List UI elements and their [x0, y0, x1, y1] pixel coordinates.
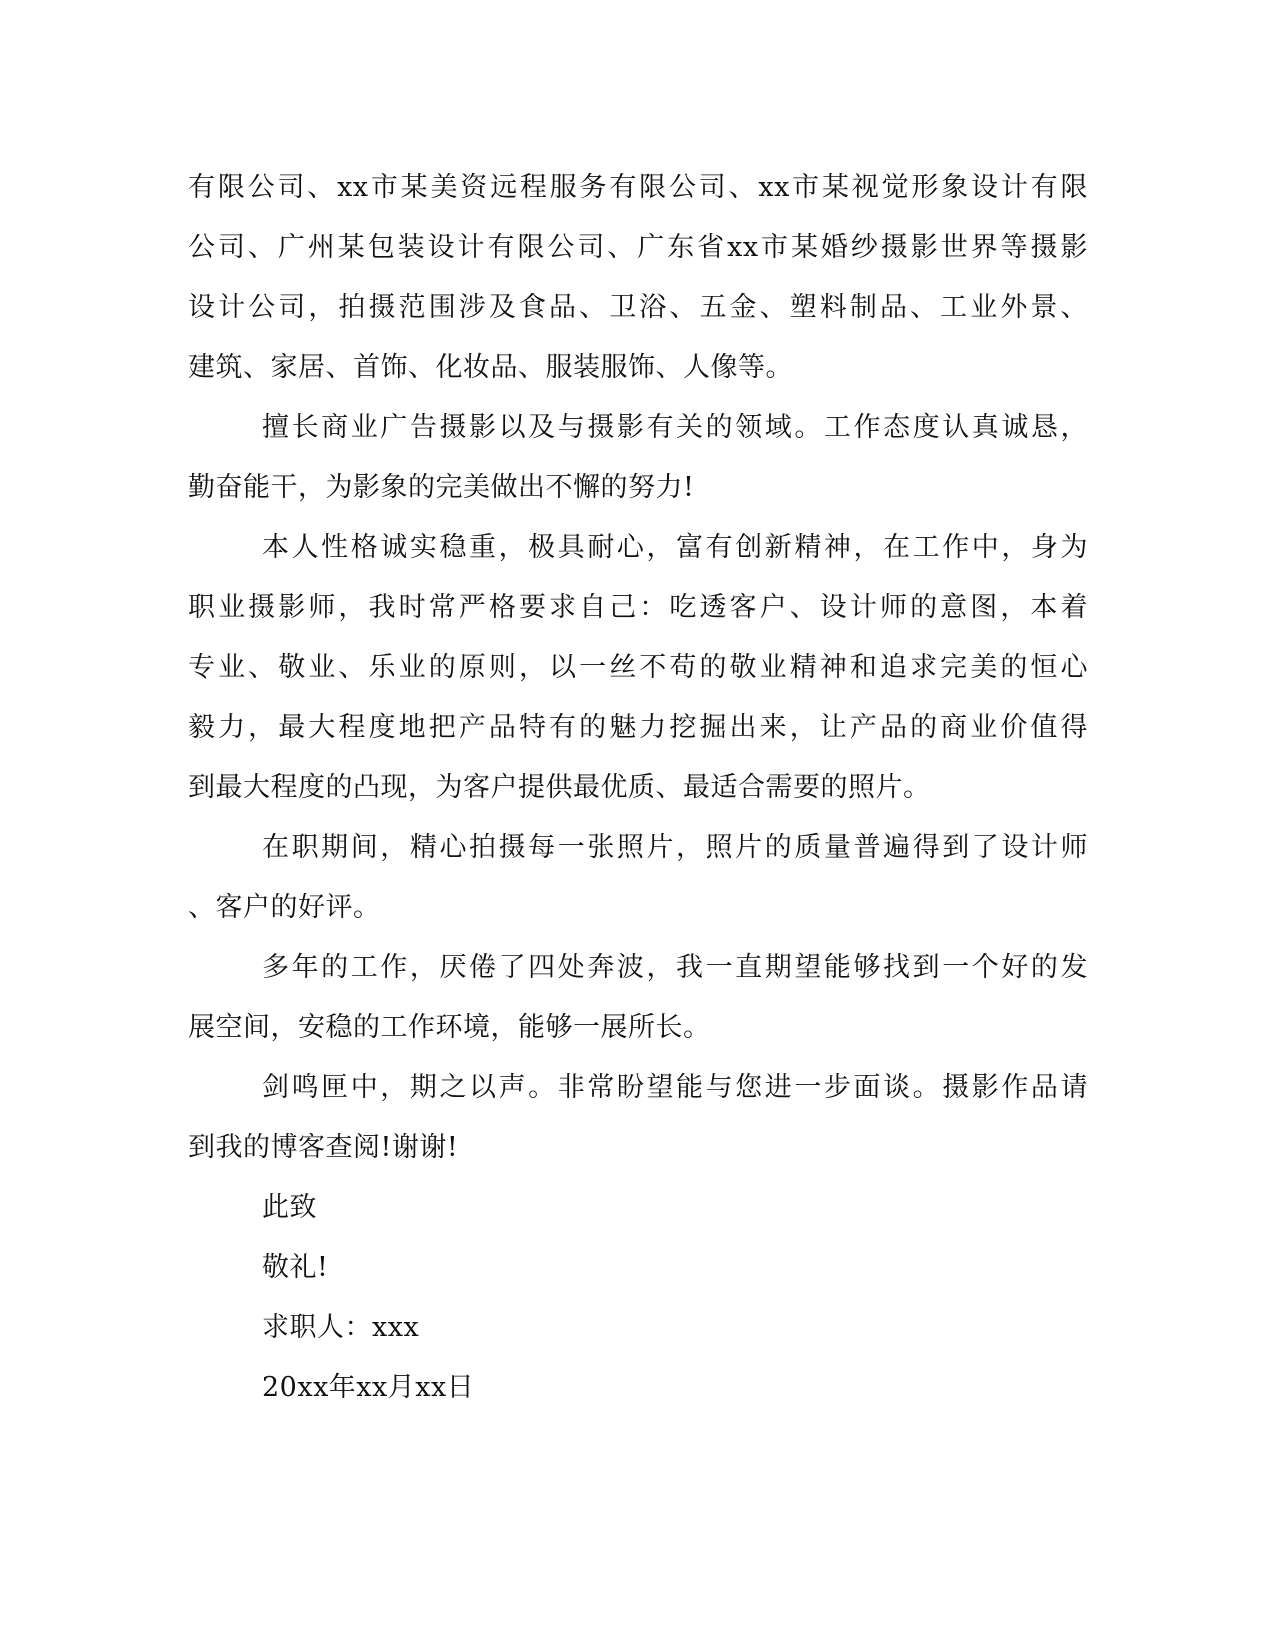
applicant-signature: 求职人：xxx — [262, 1312, 420, 1343]
letter-date: 20xx年xx月xx日 — [262, 1372, 475, 1403]
body-line: 展空间，安稳的工作环境，能够一展所长。 — [188, 1012, 711, 1043]
body-line: 设计公司，拍摄范围涉及食品、卫浴、五金、塑料制品、工业外景、 — [188, 292, 1088, 323]
body-line: 毅力，最大程度地把产品特有的魅力挖掘出来，让产品的商业价值得 — [188, 712, 1088, 743]
closing-salutation: 此致 — [262, 1192, 317, 1223]
body-line: 专业、敬业、乐业的原则，以一丝不苟的敬业精神和追求完美的恒心 — [188, 652, 1088, 683]
body-line: 勤奋能干，为影象的完美做出不懈的努力! — [188, 472, 695, 503]
body-line: 有限公司、xx市某美资远程服务有限公司、xx市某视觉形象设计有限 — [188, 172, 1088, 203]
body-line: 建筑、家居、首饰、化妆品、服装服饰、人像等。 — [188, 352, 793, 383]
paragraph-first-line: 擅长商业广告摄影以及与摄影有关的领域。工作态度认真诚恳， — [262, 412, 1088, 443]
closing-regards: 敬礼! — [262, 1252, 329, 1283]
body-line: 、客户的好评。 — [188, 892, 381, 923]
paragraph-first-line: 本人性格诚实稳重，极具耐心，富有创新精神，在工作中，身为 — [262, 532, 1088, 563]
paragraph-first-line: 在职期间，精心拍摄每一张照片，照片的质量普遍得到了设计师 — [262, 832, 1088, 863]
body-line: 到最大程度的凸现，为客户提供最优质、最适合需要的照片。 — [188, 772, 931, 803]
paragraph-first-line: 多年的工作，厌倦了四处奔波，我一直期望能够找到一个好的发 — [262, 952, 1088, 983]
body-line: 公司、广州某包装设计有限公司、广东省xx市某婚纱摄影世界等摄影 — [188, 232, 1088, 263]
body-line: 到我的博客查阅!谢谢! — [188, 1132, 459, 1163]
paragraph-first-line: 剑鸣匣中，期之以声。非常盼望能与您进一步面谈。摄影作品请 — [262, 1072, 1088, 1103]
body-line: 职业摄影师，我时常严格要求自己：吃透客户、设计师的意图，本着 — [188, 592, 1088, 623]
